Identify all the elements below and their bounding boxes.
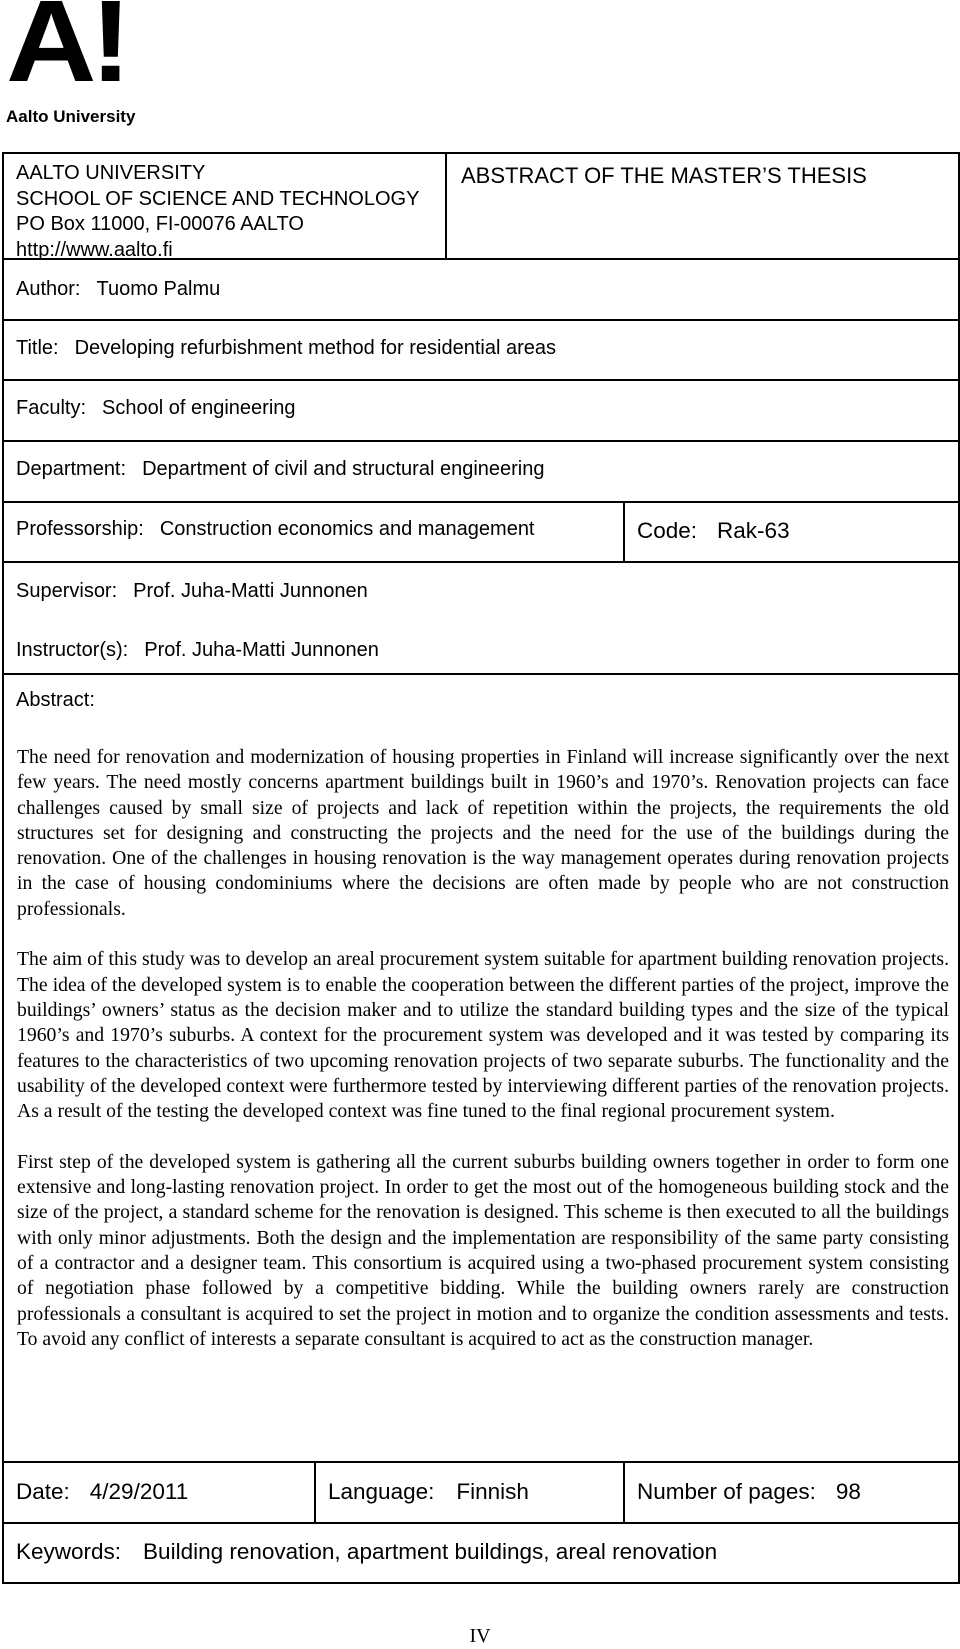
- date-row: [2, 1461, 960, 1522]
- instructors-value: Prof. Juha-Matti Junnonen: [144, 639, 379, 661]
- abstract-label: Abstract:: [16, 689, 95, 711]
- professorship-field: [16, 516, 535, 542]
- professorship-value: Construction economics and management: [159, 518, 535, 540]
- date-cell: [4, 1463, 314, 1522]
- professorship-cell: [4, 503, 623, 561]
- thesis-abstract-form: [2, 152, 960, 1584]
- keywords-field: [16, 1538, 717, 1566]
- code-value: Rak-63: [717, 518, 790, 543]
- abstract-row: [2, 673, 960, 1461]
- pages-label: Number of pages:: [637, 1479, 816, 1504]
- keywords-row: [2, 1522, 960, 1584]
- department-label: Department:: [16, 458, 127, 480]
- supervisor-label: Supervisor:: [16, 580, 118, 602]
- institution-address: [16, 161, 419, 263]
- author-field: [16, 276, 220, 302]
- title-value: Developing refurbishment method for residential areas: [74, 337, 556, 359]
- faculty-field: [16, 395, 296, 421]
- instructors-label: Instructor(s):: [16, 639, 129, 661]
- abstract-body: [17, 745, 949, 1352]
- department-field: [16, 456, 545, 482]
- keywords-value: Building renovation, apartment buildings, areal renovation: [143, 1539, 718, 1564]
- faculty-label: Faculty:: [16, 397, 87, 419]
- faculty-value: School of engineering: [102, 397, 296, 419]
- pages-field: [637, 1478, 861, 1506]
- date-field: [16, 1478, 188, 1506]
- institution-cell: [4, 154, 445, 261]
- aalto-logo: [6, 0, 176, 130]
- logo-mark: [6, 0, 136, 106]
- title-field: [16, 335, 556, 361]
- page-number: IV: [469, 1625, 491, 1647]
- department-value: Department of civil and structural engineering: [142, 458, 545, 480]
- language-cell: [314, 1463, 623, 1522]
- abstract-paragraph: The need for renovation and modernization of housing properties in Finland will increase significantly over the next few years. The need mostly concerns apartment buildings built in 1960’s and 1970’s. Renovation projects can face challenges caused by small size of projects and lack of repetition within the projects, the requirements the old structures set for designing and constructing the projects and the need for the use of the buildings during the renovation. One of the challenges in housing renovation is the way management operates during renovation projects in the case of housing condominiums where the decisions are often made by people who are not construction professionals.: [17, 746, 949, 920]
- document-type-cell: [445, 154, 958, 258]
- logo-mark-text: A!: [6, 0, 126, 106]
- abstract-paragraph: First step of the developed system is gathering all the current suburbs building owners together in order to form one extensive and long-lasting renovation project. In order to get the most out of the homogeneous building stock and the size of the project, a standard scheme for the renovation is designed. This scheme is then executed to all the buildings with only minor adjustments. Both the design and the implementation are responsibility of the same party consisting of a contractor and a designer team. This consortium is acquired using a two-phased procurement system consisting of negotiation phase followed by a competitive bidding. While the building owners rarely are construction professionals a consultant is acquired to set the project in motion and to organize the condition assessments and tests. To avoid any conflict of interests a separate consultant is acquired to act as the construction manager.: [17, 1150, 949, 1350]
- faculty-row: [2, 379, 960, 440]
- title-label: Title:: [16, 337, 59, 359]
- code-cell: [623, 503, 958, 561]
- keywords-label: Keywords:: [16, 1539, 122, 1564]
- title-row: [2, 319, 960, 379]
- header-row: [2, 152, 960, 261]
- supervisor-value: Prof. Juha-Matti Junnonen: [133, 580, 368, 602]
- author-row: [2, 258, 960, 319]
- institution-url: http://www.aalto.fi: [16, 238, 173, 261]
- instructors-field: [16, 637, 379, 663]
- supervisor-field: [16, 578, 368, 604]
- code-field: [637, 517, 790, 545]
- code-label: Code:: [637, 518, 698, 543]
- professorship-label: Professorship:: [16, 518, 144, 540]
- pages-value: 98: [835, 1479, 861, 1504]
- institution-line: SCHOOL OF SCIENCE AND TECHNOLOGY: [16, 187, 420, 210]
- language-field: [328, 1478, 529, 1506]
- logo-university-name: Aalto University: [6, 107, 136, 126]
- author-value: Tuomo Palmu: [96, 278, 221, 300]
- institution-line: PO Box 11000, FI-00076 AALTO: [16, 213, 304, 235]
- date-value: 4/29/2011: [89, 1479, 189, 1504]
- document-type: ABSTRACT OF THE MASTER’S THESIS: [461, 163, 867, 188]
- language-value: Finnish: [456, 1479, 529, 1504]
- author-label: Author:: [16, 278, 81, 300]
- department-row: [2, 440, 960, 501]
- abstract-paragraph: The aim of this study was to develop an areal procurement system suitable for apartment building renovation projects. The idea of the developed system is to enable the cooperation between the different parties of the project, improve the buildings’ owners’ status as the decision maker and to utilize the standard building types and the size of the typical 1960’s and 1970’s suburbs. A context for the procurement system was developed and it was tested by comparing its features to the characteristics of two upcoming renovation projects of two separate suburbs. The functionality and the usability of the developed context were furthermore tested by interviewing different parties of the renovation projects. As a result of the testing the developed context was fine tuned to the final regional procurement system.: [17, 948, 949, 1123]
- pages-cell: [623, 1463, 958, 1522]
- language-label: Language:: [328, 1479, 435, 1504]
- professorship-row: [2, 501, 960, 561]
- institution-line: AALTO UNIVERSITY: [16, 162, 206, 184]
- supervisor-row: [2, 561, 960, 673]
- date-label: Date:: [16, 1479, 70, 1504]
